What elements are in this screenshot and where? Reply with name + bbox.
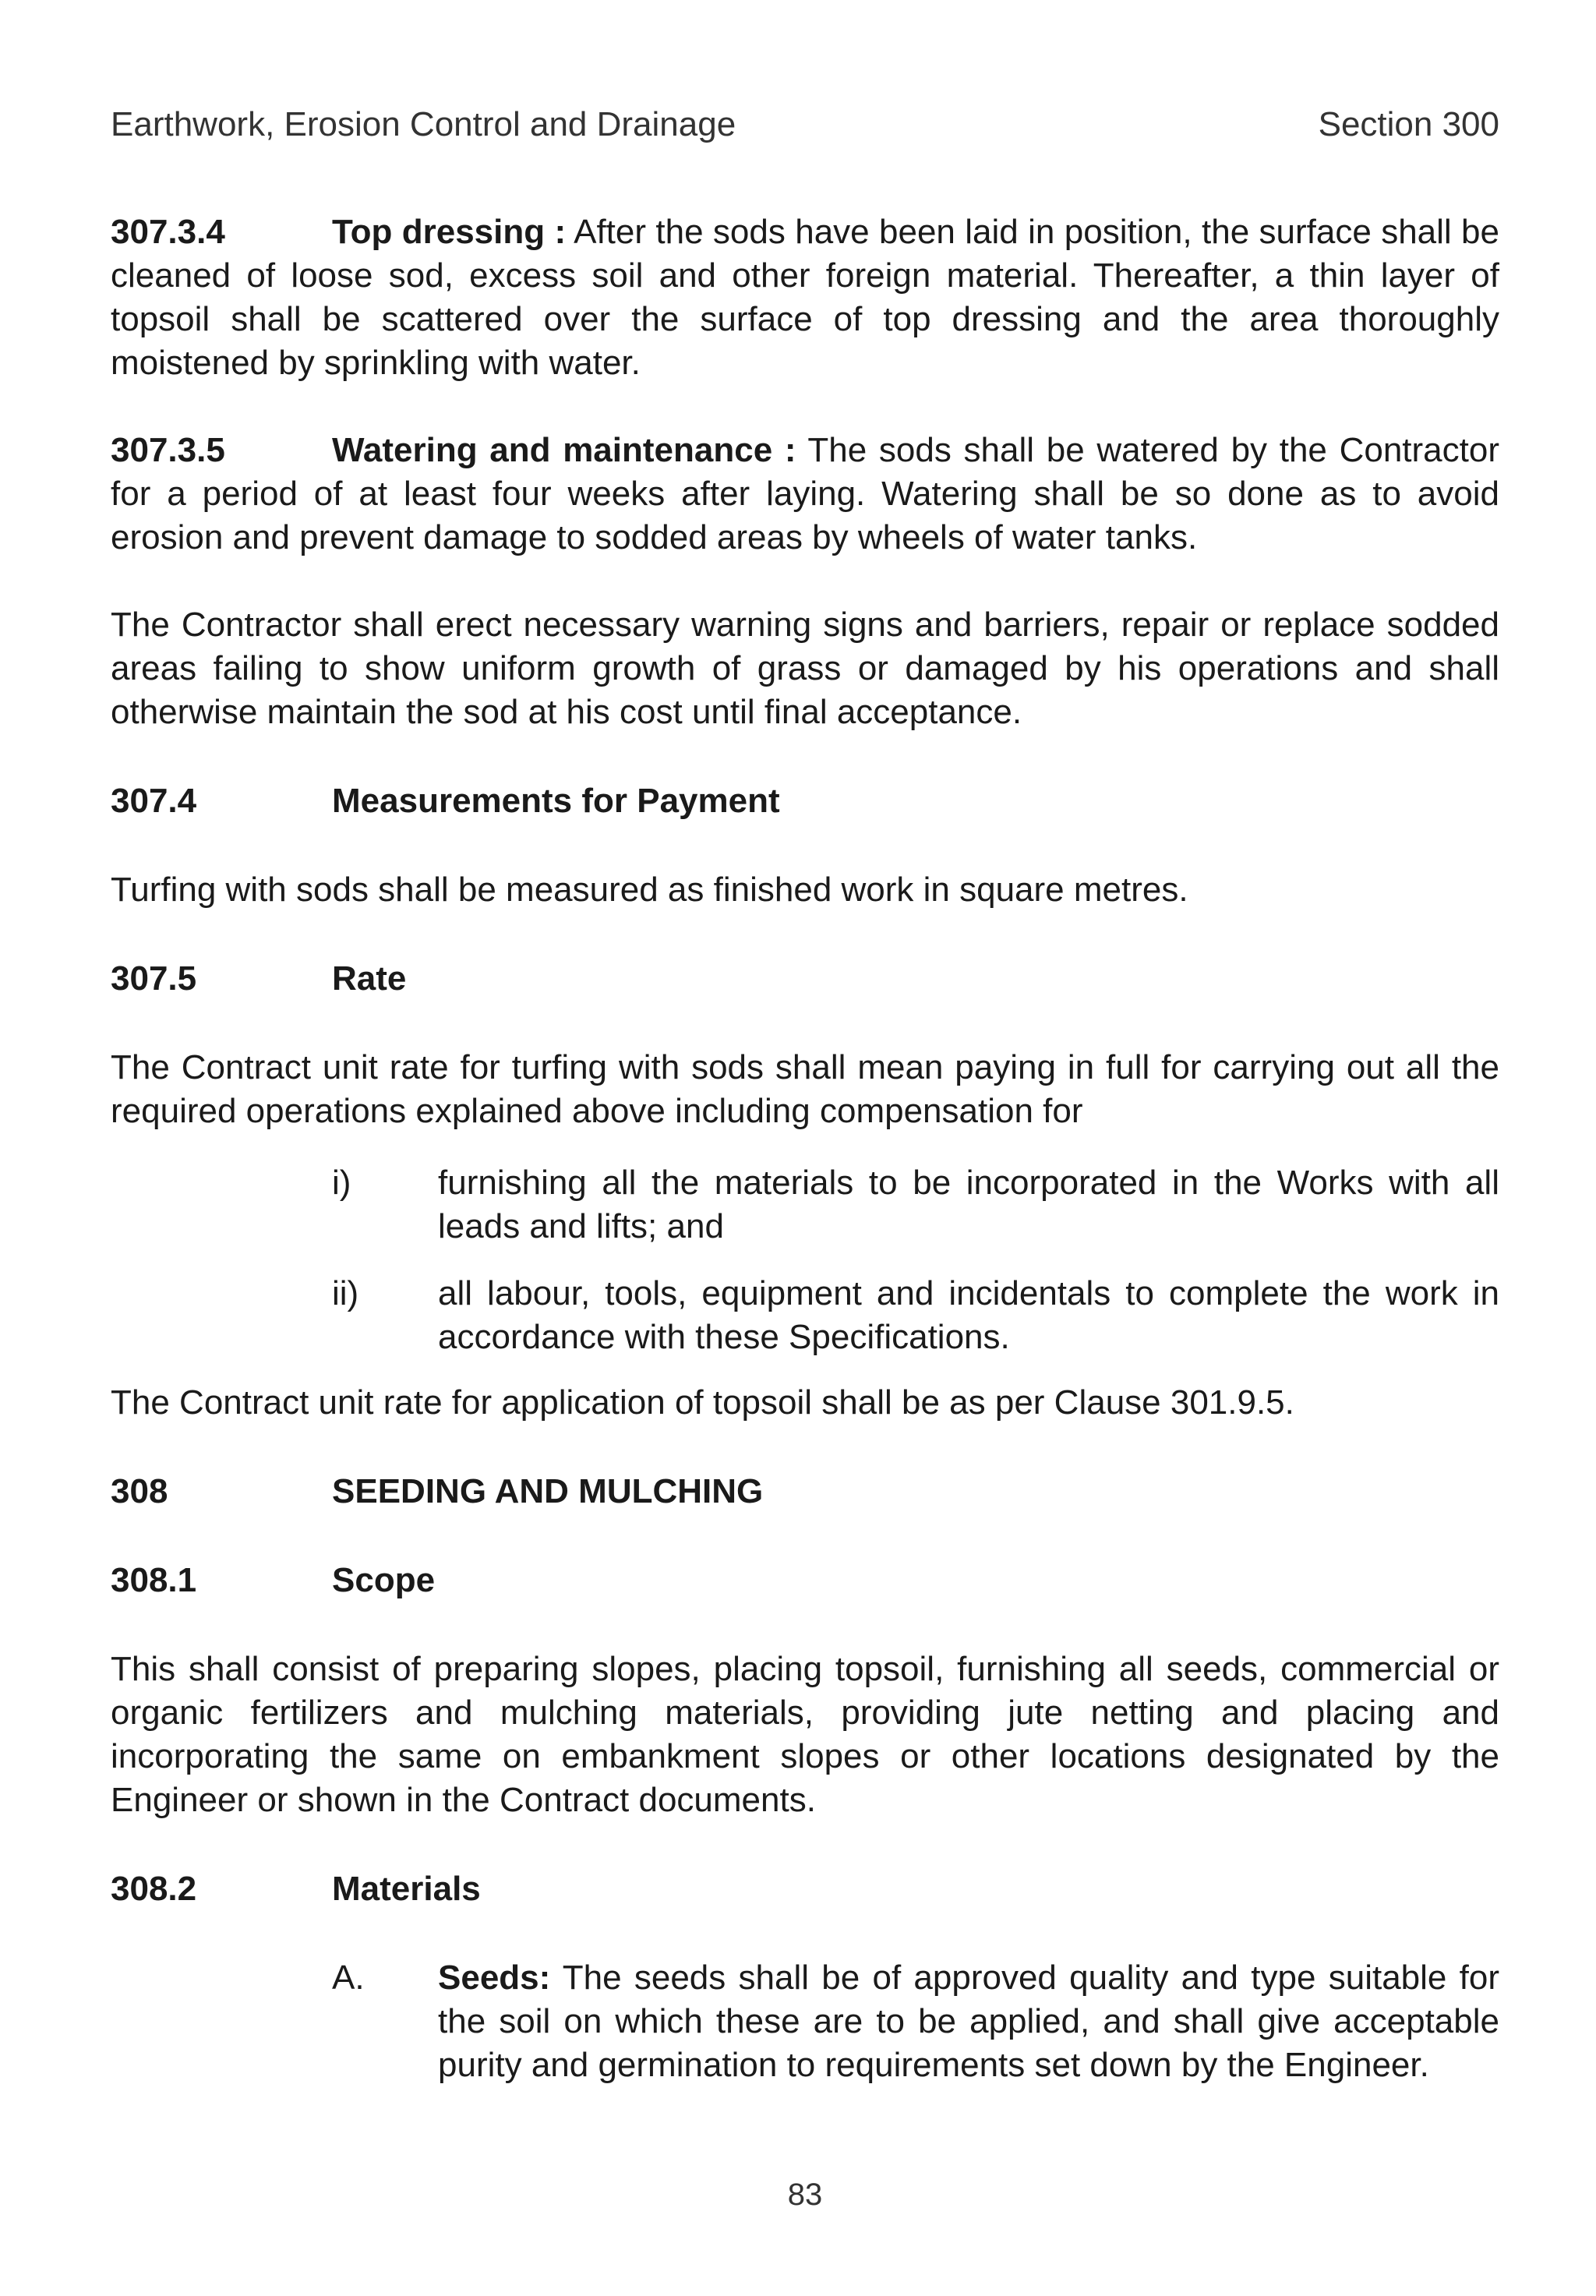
header-section-label: Section 300 — [1318, 105, 1499, 143]
list-item — [332, 1161, 1499, 1249]
heading-number: 308.1 — [111, 1561, 197, 1599]
paragraph-rate: The Contract unit rate for turfing with sods shall mean paying in full for carrying out all the required operations explained above including compensation for — [111, 1048, 1499, 1130]
paragraph-measurement: Turfing with sods shall be measured as finished work in square metres. — [111, 871, 1188, 909]
list-item-text — [438, 1956, 1499, 2087]
heading-title: SEEDING AND MULCHING — [332, 1472, 764, 1510]
heading-307-4 — [111, 779, 1499, 823]
heading-308-2 — [111, 1867, 1499, 1911]
materials-list — [332, 1956, 1499, 2087]
heading-number: 308.2 — [111, 1870, 197, 1908]
page-number: 83 — [787, 2178, 823, 2212]
clause-title: Top dressing : — [332, 213, 567, 251]
header-chapter-title: Earthwork, Erosion Control and Drainage — [111, 105, 736, 143]
list-item-text: furnishing all the materials to be incorporated in the Works with all leads and lifts; and — [438, 1164, 1499, 1245]
paragraph-scope: This shall consist of preparing slopes, placing topsoil, furnishing all seeds, commercial or organic fertilizers and mulching materials, providing jute netting and placing and incorporating the same on embankment slopes or other locations designated by the Engineer or shown in the Contract documents. — [111, 1650, 1499, 1819]
heading-number: 307.5 — [111, 959, 197, 998]
list-item-title: Seeds: — [438, 1959, 551, 1997]
clause-number: 307.3.4 — [111, 213, 225, 251]
heading-number: 307.4 — [111, 782, 197, 820]
list-item-text: all labour, tools, equipment and incidentals to complete the work in accordance with these Specifications. — [438, 1274, 1499, 1356]
page-content — [111, 210, 1499, 2087]
clause-307-3-4 — [111, 210, 1499, 385]
heading-308-1 — [111, 1559, 1499, 1602]
heading-title: Scope — [332, 1561, 436, 1599]
clause-text: After the sods have been laid in position, the surface shall be cleaned of loose sod, excess soil and other foreign material. Thereafter, a thin layer of topsoil shall be scattered over the surface of top dressing and the area thoroughly moistened by sprinkling with water. — [111, 213, 1499, 382]
heading-title: Measurements for Payment — [332, 782, 780, 820]
document-page — [111, 0, 1499, 2296]
heading-307-5 — [111, 957, 1499, 1001]
clause-307-3-5 — [111, 429, 1499, 560]
heading-title: Rate — [332, 959, 407, 998]
list-item — [332, 1272, 1499, 1359]
list-marker: ii) — [332, 1274, 359, 1312]
clause-text: The sods shall be watered by the Contractor for a period of at least four weeks after laying. Watering shall be so done as to avoid erosion and prevent damage to sodded areas by wheels of water tanks. — [111, 431, 1499, 556]
list-item-body: The seeds shall be of approved quality and type suitable for the soil on which these are to be applied, and shall give acceptable purity and germination to requirements set down by the Engineer. — [438, 1959, 1499, 2084]
heading-title: Materials — [332, 1870, 481, 1908]
paragraph-contractor-maintenance: The Contractor shall erect necessary warning signs and barriers, repair or replace sodded areas failing to show uniform growth of grass or damaged by his operations and shall otherwise maintain the sod at his cost until final acceptance. — [111, 606, 1499, 731]
rate-compensation-list — [332, 1161, 1499, 1359]
running-header — [111, 100, 1499, 150]
clause-title: Watering and maintenance : — [332, 431, 796, 469]
clause-number: 307.3.5 — [111, 431, 225, 469]
list-marker: i) — [332, 1164, 351, 1202]
list-item — [332, 1956, 1499, 2087]
list-marker: A. — [332, 1959, 365, 1997]
heading-number: 308 — [111, 1472, 168, 1510]
paragraph-topsoil-rate: The Contract unit rate for application of topsoil shall be as per Clause 301.9.5. — [111, 1383, 1294, 1422]
heading-308 — [111, 1470, 1499, 1514]
